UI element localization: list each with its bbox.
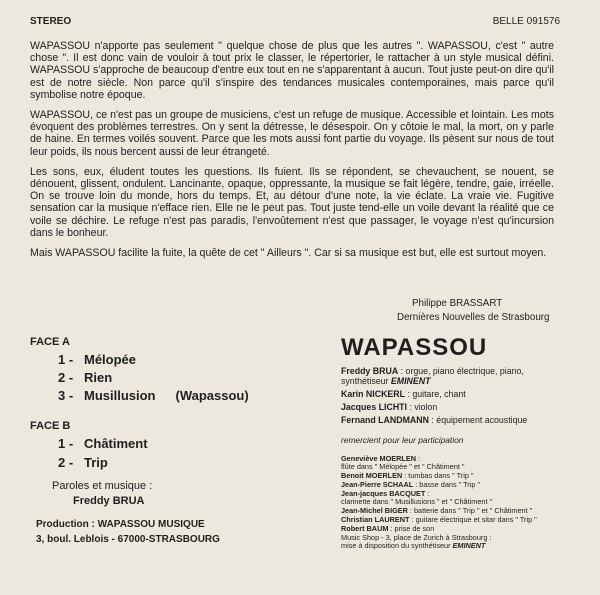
production-line-1: Production : WAPASSOU MUSIQUE	[36, 519, 205, 530]
member-role: : orgue, piano électrique, piano,	[398, 366, 524, 376]
guest-line	[341, 525, 434, 533]
thanks-line: remercient pour leur participation	[341, 435, 464, 445]
guest-name: Robert BAUM	[341, 524, 389, 533]
face-a-title: FACE A	[30, 336, 70, 348]
guest-role: :	[416, 454, 421, 463]
guest-role: : prise de son	[388, 524, 435, 533]
production-line-2: 3, boul. Leblois - 67000-STRASBOURG	[36, 534, 220, 545]
member-name: Fernand LANDMANN	[341, 415, 429, 425]
guest-line	[341, 472, 474, 480]
track-b2	[58, 455, 108, 470]
brand-name: EMINENT	[452, 541, 486, 550]
liner-paragraph-4: Mais WAPASSOU facilite la fuite, la quête de cet " Ailleurs ". Car si sa musique est but, elle est surtout moyen.	[30, 247, 547, 260]
member-role: synthétiseur	[341, 376, 391, 386]
stereo-label: STEREO	[30, 16, 72, 27]
member-name: Karin NICKERL	[341, 389, 406, 399]
guest-name: Geneviève MOERLEN	[341, 454, 417, 463]
track-number: 1 -	[58, 352, 74, 367]
member-role: : guitare, chant	[405, 389, 466, 399]
guest-line	[341, 498, 492, 506]
track-a1	[58, 352, 136, 367]
member-name: Jacques LICHTI	[341, 402, 407, 412]
guest-role: flûte dans " Mélopée " et " Châtiment "	[341, 462, 465, 471]
track-number: 2 -	[58, 455, 74, 470]
liner-notes	[30, 40, 554, 267]
track-number: 1 -	[58, 436, 74, 451]
track-number: 3 -	[58, 388, 74, 403]
liner-paragraph-2: WAPASSOU, ce n'est pas un groupe de musiciens, c'est un refuge de musique. Accessible et lointain. Les mots évoquent des problèmes terrestres. On y sent la détresse, le désespoir. On y côtoie le mal, la mort, on y parle de haine. En termes voilés souvent. Parce que les mots aussi font partie du voyage. Ils pèsent sur nous de tout leur poids, ils nous bercent aussi de leur étrangeté.	[30, 109, 554, 158]
member-role: : violon	[407, 402, 438, 412]
member-role: : équipement acoustique	[428, 415, 528, 425]
guest-role: clarinette dans " Musillusions " et " Châtiment "	[341, 497, 493, 506]
track-b1	[58, 436, 148, 451]
guest-role: :	[425, 489, 430, 498]
member-name: Freddy BRUA	[341, 366, 399, 376]
track-a3	[58, 388, 249, 403]
guest-line	[341, 481, 480, 489]
credits-name: Freddy BRUA	[73, 495, 145, 507]
guest-name: Christian LAURENT	[341, 515, 410, 524]
guest-line	[341, 507, 532, 515]
guest-role: : basse dans " Trip "	[413, 480, 481, 489]
liner-paragraph-3: Les sons, eux, éludent toutes les questions. Ils fuient. Ils se répondent, se chevauchent, se nouent, se dénouent, glissent, ondulent. Lancinante, opaque, oppressante, la musique se fait légère, tendre, gaie, irréelle. On se trouve loin du monde, hors du temps. Et, au détour d'une note, la vie éclate. La vraie vie. Fugitive sensation car la musique n'efface rien. Elle ne le peut pas. Tout juste tend-elle un voile devant la réalité que ce voile se déchire. Le refuge n'est pas paradis, l'envoûtement n'est que passager, le voyage n'est qu'incursion dans le bonheur.	[30, 165, 554, 239]
member-line	[341, 402, 437, 412]
track-title: Trip	[84, 455, 108, 470]
author-source: Dernières Nouvelles de Strasbourg	[397, 312, 550, 323]
track-title: Musillusion	[84, 388, 156, 403]
author-name: Philippe BRASSART	[412, 298, 503, 309]
face-b-title: FACE B	[30, 420, 71, 432]
guest-role: : guitare électrique et sitar dans " Trip "	[409, 515, 537, 524]
liner-paragraph-1: WAPASSOU n'apporte pas seulement " quelque chose de plus que les autres ". WAPASSOU, c'est " autre chose ". Il est donc vain de vouloir à tout prix le classer, le répertorier, le rattacher à un style musical défini. WAPASSOU s'approche de beaucoup d'entre eux tout en ne s'apparentant à aucun. Tout juste peut-on dire qu'il est de notre siècle. Non parce qu'il s'inspire des tendances musicales contemporaines, mais parce qu'il symbolise notre époque.	[30, 40, 554, 101]
member-line	[341, 389, 466, 399]
guest-line	[341, 542, 485, 550]
band-title: WAPASSOU	[341, 334, 488, 361]
track-title: Rien	[84, 370, 113, 385]
member-line	[341, 366, 524, 376]
guest-name: Jean-jacques BACQUET	[341, 489, 426, 498]
track-number: 2 -	[58, 370, 74, 385]
credits-label: Paroles et musique :	[52, 480, 153, 492]
guest-role: : batterie dans " Trip " et " Châtiment "	[407, 506, 533, 515]
guest-role: : tumbas dans " Trip "	[402, 471, 474, 480]
member-line	[341, 415, 527, 425]
guest-line	[341, 463, 465, 471]
guest-role: mise à disposition du synthétiseur	[341, 541, 453, 550]
track-title: Mélopée	[84, 352, 137, 367]
guest-name: Jean-Michel BIGER	[341, 506, 408, 515]
catalog-number: BELLE 091576	[492, 16, 560, 27]
guest-name: Jean-Pierre SCHAAL	[341, 480, 414, 489]
track-a2	[58, 370, 112, 385]
guest-name: Benoit MOERLEN	[341, 471, 403, 480]
guest-line	[341, 516, 537, 524]
member-line	[341, 376, 430, 386]
brand-name: EMINENT	[390, 376, 431, 386]
track-credit: (Wapassou)	[175, 388, 249, 403]
track-title: Châtiment	[84, 436, 148, 451]
guest-role: Music Shop - 3, place de Zurich à Strasbourg :	[341, 533, 492, 542]
